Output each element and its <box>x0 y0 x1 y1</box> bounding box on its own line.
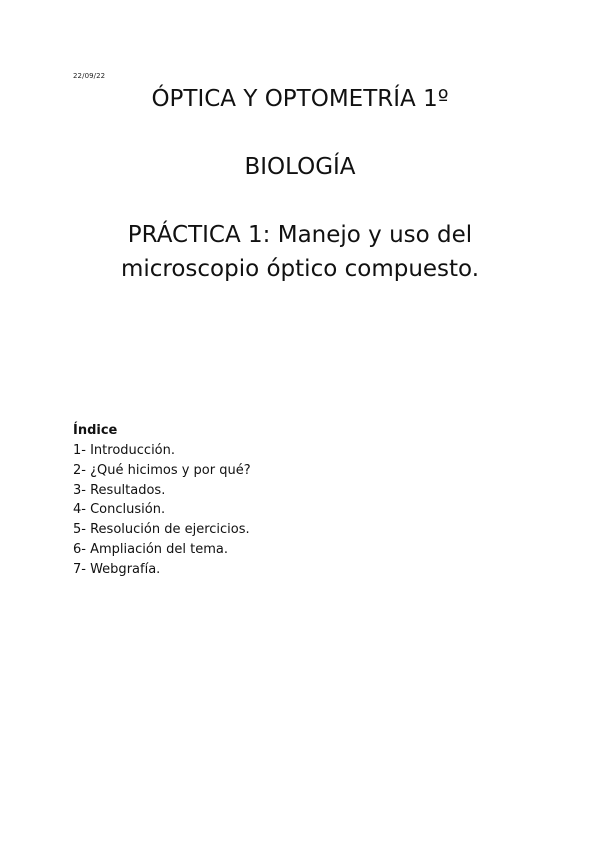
index-item-ampliacion: 6- Ampliación del tema. <box>73 541 229 557</box>
index-list <box>73 441 473 580</box>
index-item-webgrafia: 7- Webgrafía. <box>73 561 161 577</box>
practice-title-line-1: PRÁCTICA 1: Manejo y uso del <box>127 222 473 248</box>
course-title: ÓPTICA Y OPTOMETRÍA 1º <box>151 86 449 112</box>
practice-title <box>0 218 600 286</box>
subject-title: BIOLOGÍA <box>244 154 356 180</box>
index-item-conclusion: 4- Conclusión. <box>73 502 166 518</box>
index-item-introduccion: 1- Introducción. <box>73 443 176 458</box>
document-date: 22/09/22 <box>73 72 106 80</box>
index-item-ejercicios: 5- Resolución de ejercicios. <box>73 522 250 538</box>
index-item-resultados: 3- Resultados. <box>73 482 166 498</box>
index-item-que-hicimos: 2- ¿Qué hicimos y por qué? <box>73 462 251 478</box>
index-title: Índice <box>73 423 118 438</box>
practice-title-line-2: microscopio óptico compuesto. <box>120 256 480 282</box>
table-of-contents <box>73 421 473 580</box>
